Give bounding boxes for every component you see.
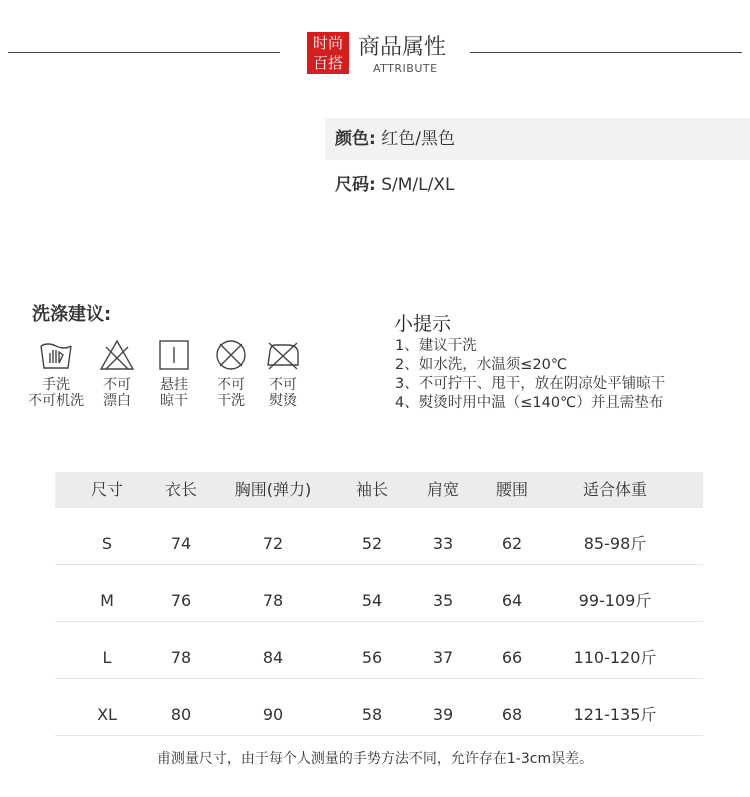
header-weight: 适合体重 bbox=[582, 480, 647, 499]
tips-title: 小提示 bbox=[394, 313, 452, 335]
cell-sleeve: 58 bbox=[361, 705, 383, 724]
cell-length: 74 bbox=[170, 534, 192, 553]
attribute-color-row bbox=[325, 118, 750, 160]
caption-line: 不可 bbox=[103, 377, 131, 393]
tip-item: 3、不可拧干、甩干，放在阴凉处平铺晾干 bbox=[395, 376, 666, 392]
no-iron-icon bbox=[265, 337, 301, 373]
cell-shoulder: 39 bbox=[432, 705, 454, 724]
badge-line-1: 时尚 bbox=[312, 34, 343, 52]
hand-wash-icon bbox=[38, 337, 74, 373]
caption-line: 熨烫 bbox=[269, 393, 297, 409]
cell-waist: 64 bbox=[501, 591, 523, 610]
badge-line-2: 百搭 bbox=[312, 54, 343, 72]
cell-weight: 99-109斤 bbox=[578, 591, 652, 610]
attribute-key: 颜色: bbox=[335, 129, 376, 149]
cell-size: XL bbox=[97, 705, 117, 724]
cell-waist: 62 bbox=[501, 534, 523, 553]
caption-line: 干洗 bbox=[217, 393, 245, 409]
cell-weight: 110-120斤 bbox=[573, 648, 657, 667]
size-table bbox=[55, 472, 703, 736]
section-title: 商品属性 bbox=[358, 35, 447, 60]
section-subtitle: ATTRIBUTE bbox=[373, 62, 438, 75]
no-dry-clean-icon bbox=[213, 337, 249, 373]
header-shoulder: 肩宽 bbox=[426, 480, 459, 499]
cell-size: L bbox=[102, 648, 112, 667]
cell-weight: 85-98斤 bbox=[583, 534, 647, 553]
cell-sleeve: 56 bbox=[361, 648, 383, 667]
attribute-key: 尺码: bbox=[335, 175, 376, 195]
cell-chest: 78 bbox=[262, 591, 284, 610]
table-row bbox=[55, 622, 703, 679]
header-waist: 腰围 bbox=[495, 480, 528, 499]
attribute-size-row bbox=[325, 164, 750, 206]
wash-caption-no-iron bbox=[248, 377, 318, 409]
table-row bbox=[55, 679, 703, 736]
cell-chest: 84 bbox=[262, 648, 284, 667]
tip-item: 1、建议干洗 bbox=[395, 338, 477, 354]
tips-list bbox=[395, 337, 665, 413]
hang-dry-icon bbox=[156, 337, 192, 373]
wash-title: 洗涤建议: bbox=[32, 304, 112, 325]
caption-line: 手洗 bbox=[42, 377, 70, 393]
brand-badge bbox=[307, 32, 349, 74]
tip-item: 4、熨烫时用中温（≤140℃）并且需垫布 bbox=[395, 395, 664, 411]
cell-shoulder: 35 bbox=[432, 591, 454, 610]
tip-item: 2、如水洗，水温须≤20℃ bbox=[395, 357, 568, 373]
cell-chest: 90 bbox=[262, 705, 284, 724]
cell-chest: 72 bbox=[262, 534, 284, 553]
caption-line: 不可机洗 bbox=[28, 393, 84, 409]
caption-line: 不可 bbox=[269, 377, 297, 393]
no-bleach-icon bbox=[99, 337, 135, 373]
caption-line: 漂白 bbox=[103, 393, 131, 409]
cell-shoulder: 37 bbox=[432, 648, 454, 667]
cell-sleeve: 52 bbox=[361, 534, 383, 553]
cell-size: S bbox=[101, 534, 113, 553]
cell-length: 76 bbox=[170, 591, 192, 610]
header-length: 衣长 bbox=[164, 480, 197, 499]
cell-length: 78 bbox=[170, 648, 192, 667]
cell-weight: 121-135斤 bbox=[573, 705, 657, 724]
attribute-value: 红色/黑色 bbox=[381, 129, 455, 149]
caption-line: 悬挂 bbox=[160, 377, 188, 393]
cell-length: 80 bbox=[170, 705, 192, 724]
header-line-left bbox=[8, 52, 280, 53]
table-header-row bbox=[55, 472, 703, 508]
header-line-right bbox=[470, 52, 742, 53]
table-row bbox=[55, 565, 703, 622]
wash-caption-hand-wash bbox=[21, 377, 91, 409]
cell-shoulder: 33 bbox=[432, 534, 454, 553]
caption-line: 晾干 bbox=[160, 393, 188, 409]
cell-waist: 66 bbox=[501, 648, 523, 667]
cell-size: M bbox=[100, 591, 114, 610]
header-chest: 胸围(弹力) bbox=[234, 480, 312, 499]
caption-line: 不可 bbox=[217, 377, 245, 393]
cell-waist: 68 bbox=[501, 705, 523, 724]
cell-sleeve: 54 bbox=[361, 591, 383, 610]
attribute-value: S/M/L/XL bbox=[381, 175, 455, 195]
table-row bbox=[55, 508, 703, 565]
measurement-footnote: 甫测量尺寸，由于每个人测量的手势方法不同，允许存在1-3cm误差。 bbox=[156, 751, 594, 767]
header-size: 尺寸 bbox=[90, 480, 123, 499]
header-sleeve: 袖长 bbox=[355, 480, 388, 499]
